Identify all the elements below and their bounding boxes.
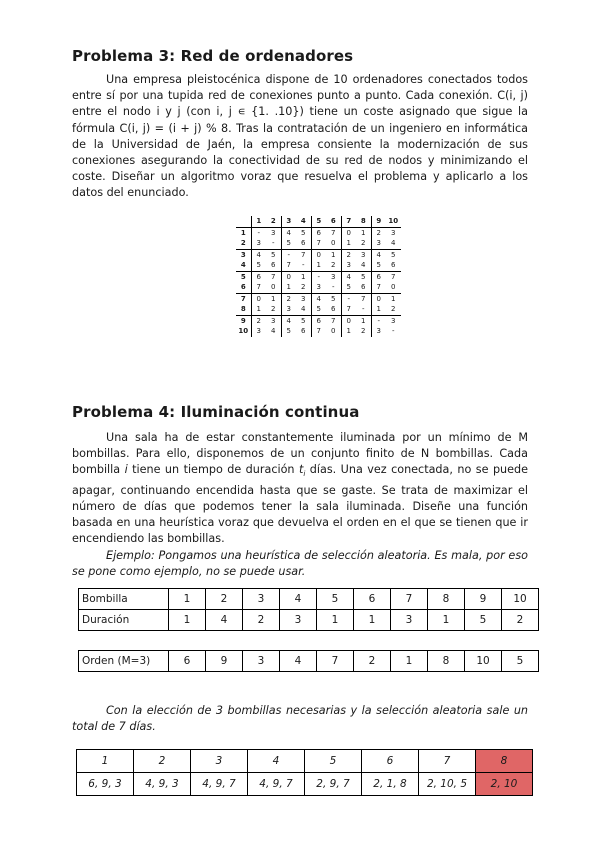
matrix-cell: 6	[391, 261, 396, 270]
duracion-cell: 1	[354, 610, 391, 631]
var-i: i	[124, 463, 128, 477]
matrix-cell: -	[331, 283, 335, 292]
orden-cell: 4	[280, 651, 317, 672]
matrix-cell: 5	[356, 271, 371, 282]
day-cell: 8	[476, 750, 533, 773]
matrix-row-header: 8	[240, 305, 246, 314]
matrix-col-header: 1	[251, 216, 266, 227]
matrix-cell: 7	[296, 249, 311, 260]
matrix-cell: 2	[251, 315, 266, 326]
matrix-col-header: 6	[330, 217, 336, 226]
var-t-sub: i	[303, 470, 306, 479]
orden-cell: 1	[391, 651, 428, 672]
problem4-text-c: días. Una vez conectada, no se puede apagar, continuando encendida hasta que se gaste. Se trata de maximizar el número de días que podemos tener la sala iluminada. Diseñe una función basada en una heurística voraz que devuelva el orden en el que se tienen que ir encendiendo las bombillas.	[72, 463, 528, 546]
duracion-cell: 1	[169, 610, 206, 631]
matrix-cell: 3	[386, 315, 401, 326]
matrix-col-header: 9	[371, 216, 386, 227]
matrix-cell: 5	[251, 260, 266, 271]
duracion-cell: 3	[280, 610, 317, 631]
matrix-cell: 2	[331, 261, 336, 270]
bombilla-cell: 10	[502, 589, 539, 610]
bombilla-cell: 7	[391, 589, 428, 610]
orden-cell: 5	[502, 651, 539, 672]
matrix-cell: -	[341, 293, 356, 304]
matrix-cell: 5	[341, 282, 356, 293]
sets-row	[77, 773, 533, 796]
bombilla-cell: 9	[465, 589, 502, 610]
matrix-col-header: 3	[281, 216, 296, 227]
matrix-cell: 5	[281, 326, 296, 337]
matrix-cell: 4	[391, 239, 396, 248]
matrix-cell: 1	[356, 315, 371, 326]
matrix-cell: 6	[311, 315, 326, 326]
matrix-cell: -	[271, 239, 275, 248]
matrix-cell: -	[371, 315, 386, 326]
matrix-cell: 3	[326, 271, 341, 282]
matrix-cell: 2	[341, 249, 356, 260]
matrix-col-header: 8	[360, 217, 366, 226]
selection-note	[72, 703, 528, 735]
order-table	[78, 650, 539, 672]
matrix-cell: 6	[371, 271, 386, 282]
matrix-cell: 6	[311, 227, 326, 238]
day-cell: 2	[134, 750, 191, 773]
matrix-cell: 0	[331, 327, 336, 336]
matrix-cell: 0	[281, 271, 296, 282]
matrix-cell: 3	[341, 260, 356, 271]
day-cell: 4	[248, 750, 305, 773]
days-table	[76, 749, 533, 796]
matrix-cell: -	[281, 249, 296, 260]
cost-matrix	[236, 216, 401, 337]
matrix-cell: 2	[361, 239, 366, 248]
matrix-cell: 3	[371, 326, 386, 337]
duracion-cell: 2	[502, 610, 539, 631]
matrix-cell: 7	[356, 293, 371, 304]
matrix-row-header: 1	[236, 227, 251, 238]
matrix-cell: 5	[266, 249, 281, 260]
matrix-cell: 2	[371, 227, 386, 238]
matrix-cell: 6	[331, 305, 336, 314]
problem3-text: Una empresa pleistocénica dispone de 10 ordenadores conectados todos entre sí por una tupida red de conexiones punto a punto. Cada conexión. C(i, j) entre el nodo i y j (con i, j ∊ {1. .10}) tiene un coste asignado que sigue la fórmula C(i, j) = (i + j) % 8. Tras la contratación de un ingeniero en informática de la Universidad de Jaén, la empresa consiente la modernización de sus conexiones asegurando la conectividad de su red de nodos y minimizando el coste. Diseñar un algoritmo voraz que resuelva el problema y aplicarlo a los datos del enunciado.	[72, 73, 528, 200]
matrix-cell: 6	[251, 271, 266, 282]
matrix-cell: -	[311, 271, 326, 282]
matrix-cell: 3	[266, 315, 281, 326]
duracion-label: Duración	[79, 610, 169, 631]
matrix-cell: 1	[341, 326, 356, 337]
matrix-row-header: 7	[236, 293, 251, 304]
matrix-cell: 6	[301, 327, 306, 336]
problem4-paragraph	[72, 430, 528, 580]
matrix-cell: 5	[311, 304, 326, 315]
matrix-cell: 6	[301, 239, 306, 248]
matrix-cell: 2	[301, 283, 306, 292]
duracion-cell: 3	[391, 610, 428, 631]
set-cell: 6, 9, 3	[77, 773, 134, 796]
problem4-text-b: tiene un tiempo de duración	[127, 463, 299, 477]
matrix-cell: 3	[281, 304, 296, 315]
set-cell: 4, 9, 7	[248, 773, 305, 796]
bulbs-table	[78, 588, 539, 631]
matrix-cell: 7	[386, 271, 401, 282]
matrix-cell: 5	[371, 260, 386, 271]
bombilla-cell: 5	[317, 589, 354, 610]
day-cell: 5	[305, 750, 362, 773]
matrix-row	[236, 227, 401, 238]
matrix-cell: -	[391, 327, 395, 336]
matrix-col-header: 5	[311, 216, 326, 227]
matrix-cell: 1	[356, 227, 371, 238]
matrix-cell: 7	[281, 260, 296, 271]
bombilla-cell: 1	[169, 589, 206, 610]
matrix-row	[236, 260, 401, 271]
matrix-cell: 0	[311, 249, 326, 260]
bombilla-cell: 3	[243, 589, 280, 610]
matrix-col-header: 4	[300, 217, 306, 226]
example-label: Ejemplo:	[106, 548, 155, 562]
matrix-row-header: 4	[240, 261, 246, 270]
set-cell: 2, 10, 5	[419, 773, 476, 796]
matrix-cell: 1	[251, 304, 266, 315]
matrix-cell: 1	[341, 238, 356, 249]
matrix-cell: 4	[301, 305, 306, 314]
set-cell: 4, 9, 3	[134, 773, 191, 796]
matrix-cell: -	[251, 227, 266, 238]
day-cell: 7	[419, 750, 476, 773]
matrix-cell: 1	[326, 249, 341, 260]
matrix-cell: 2	[391, 305, 396, 314]
matrix-cell: 2	[361, 327, 366, 336]
matrix-cell: -	[301, 261, 305, 270]
matrix-cell: 5	[386, 249, 401, 260]
matrix-cell: 3	[371, 238, 386, 249]
duracion-cell: 1	[317, 610, 354, 631]
matrix-cell: 7	[326, 227, 341, 238]
example-body: Pongamos una heurística de selección aleatoria. Es mala, por eso se pone como ejemplo, no se puede usar.	[72, 548, 528, 578]
matrix-cell: -	[361, 305, 365, 314]
matrix-cell: 5	[326, 293, 341, 304]
matrix-cell: 3	[356, 249, 371, 260]
matrix-row-header: 3	[236, 249, 251, 260]
matrix-cell: 7	[251, 282, 266, 293]
matrix-cell: 1	[311, 260, 326, 271]
days-row	[77, 750, 533, 773]
matrix-cell: 4	[371, 249, 386, 260]
problem3-title: Problema 3: Red de ordenadores	[72, 47, 354, 65]
matrix-col-header: 2	[270, 217, 276, 226]
matrix-cell: 0	[341, 315, 356, 326]
set-cell: 4, 9, 7	[191, 773, 248, 796]
var-t-letter: t	[298, 463, 304, 477]
matrix-row	[236, 326, 401, 337]
matrix-cell: 1	[281, 282, 296, 293]
matrix-cell: 5	[296, 315, 311, 326]
bombilla-cell: 4	[280, 589, 317, 610]
matrix-cell: 0	[271, 283, 276, 292]
matrix-row	[236, 282, 401, 293]
matrix-cell: 7	[341, 304, 356, 315]
matrix-cell: 3	[296, 293, 311, 304]
matrix-header-row	[236, 216, 401, 227]
day-cell: 3	[191, 750, 248, 773]
matrix-row-header: 6	[240, 283, 246, 292]
duracion-row	[79, 610, 539, 631]
matrix-row	[236, 304, 401, 315]
matrix-cell: 4	[281, 315, 296, 326]
matrix-cell: 7	[326, 315, 341, 326]
matrix-col-header	[236, 216, 251, 227]
matrix-row-header: 10	[238, 327, 249, 336]
duracion-cell: 5	[465, 610, 502, 631]
matrix-cell: 0	[341, 227, 356, 238]
matrix-cell: 3	[251, 326, 266, 337]
matrix-row	[236, 238, 401, 249]
matrix-cell: 3	[266, 227, 281, 238]
matrix-col-header: 7	[341, 216, 356, 227]
bombilla-cell: 2	[206, 589, 243, 610]
orden-cell: 2	[354, 651, 391, 672]
matrix-cell: 4	[271, 327, 276, 336]
set-cell: 2, 9, 7	[305, 773, 362, 796]
example-text	[72, 548, 528, 580]
matrix-cell: 2	[271, 305, 276, 314]
matrix-cell: 6	[361, 283, 366, 292]
matrix-cell: 3	[251, 238, 266, 249]
matrix-cell: 0	[371, 293, 386, 304]
set-cell: 2, 1, 8	[362, 773, 419, 796]
duracion-cell: 1	[428, 610, 465, 631]
matrix-row	[236, 271, 401, 282]
problem3-paragraph	[72, 72, 528, 202]
orden-cell: 3	[243, 651, 280, 672]
orden-cell: 8	[428, 651, 465, 672]
matrix-cell: 4	[311, 293, 326, 304]
matrix-cell: 4	[281, 227, 296, 238]
matrix-cell: 4	[361, 261, 366, 270]
matrix-cell: 3	[311, 282, 326, 293]
matrix-cell: 4	[341, 271, 356, 282]
matrix-cell: 0	[331, 239, 336, 248]
problem4-title: Problema 4: Iluminación continua	[72, 403, 360, 421]
matrix-cell: 4	[251, 249, 266, 260]
matrix-row	[236, 315, 401, 326]
duracion-cell: 4	[206, 610, 243, 631]
orden-cell: 10	[465, 651, 502, 672]
set-cell: 2, 10	[476, 773, 533, 796]
matrix-row	[236, 249, 401, 260]
problem4-text-a: Una sala ha de estar constantemente iluminada por un mínimo de M bombillas. Para ello, disponemos de un conjunto finito de N bombillas. Cada bombilla	[72, 431, 528, 477]
bombilla-cell: 6	[354, 589, 391, 610]
orden-label: Orden (M=3)	[79, 651, 169, 672]
matrix-cell: 1	[296, 271, 311, 282]
matrix-cell: 5	[296, 227, 311, 238]
matrix-cell: 7	[266, 271, 281, 282]
selection-note-text: Con la elección de 3 bombillas necesarias y la selección aleatoria sale un total de 7 días.	[72, 704, 528, 734]
day-cell: 6	[362, 750, 419, 773]
problem4-text	[72, 430, 528, 548]
duracion-cell: 2	[243, 610, 280, 631]
matrix-row-header: 5	[236, 271, 251, 282]
orden-cell: 7	[317, 651, 354, 672]
matrix-cell: 6	[271, 261, 276, 270]
matrix-cell: 0	[251, 293, 266, 304]
matrix-cell: 7	[371, 282, 386, 293]
matrix-row	[236, 293, 401, 304]
matrix-cell: 7	[311, 326, 326, 337]
matrix-col-header: 10	[388, 217, 399, 226]
bombilla-row	[79, 589, 539, 610]
orden-cell: 9	[206, 651, 243, 672]
matrix-cell: 1	[386, 293, 401, 304]
bombilla-cell: 8	[428, 589, 465, 610]
matrix-cell: 5	[281, 238, 296, 249]
matrix-cell: 1	[371, 304, 386, 315]
matrix-row-header: 9	[236, 315, 251, 326]
bombilla-label: Bombilla	[79, 589, 169, 610]
orden-row	[79, 651, 539, 672]
matrix-row-header: 2	[240, 239, 246, 248]
matrix-cell: 0	[391, 283, 396, 292]
matrix-cell: 3	[386, 227, 401, 238]
day-cell: 1	[77, 750, 134, 773]
matrix-cell: 7	[311, 238, 326, 249]
matrix-cell: 1	[266, 293, 281, 304]
matrix-cell: 2	[281, 293, 296, 304]
orden-cell: 6	[169, 651, 206, 672]
